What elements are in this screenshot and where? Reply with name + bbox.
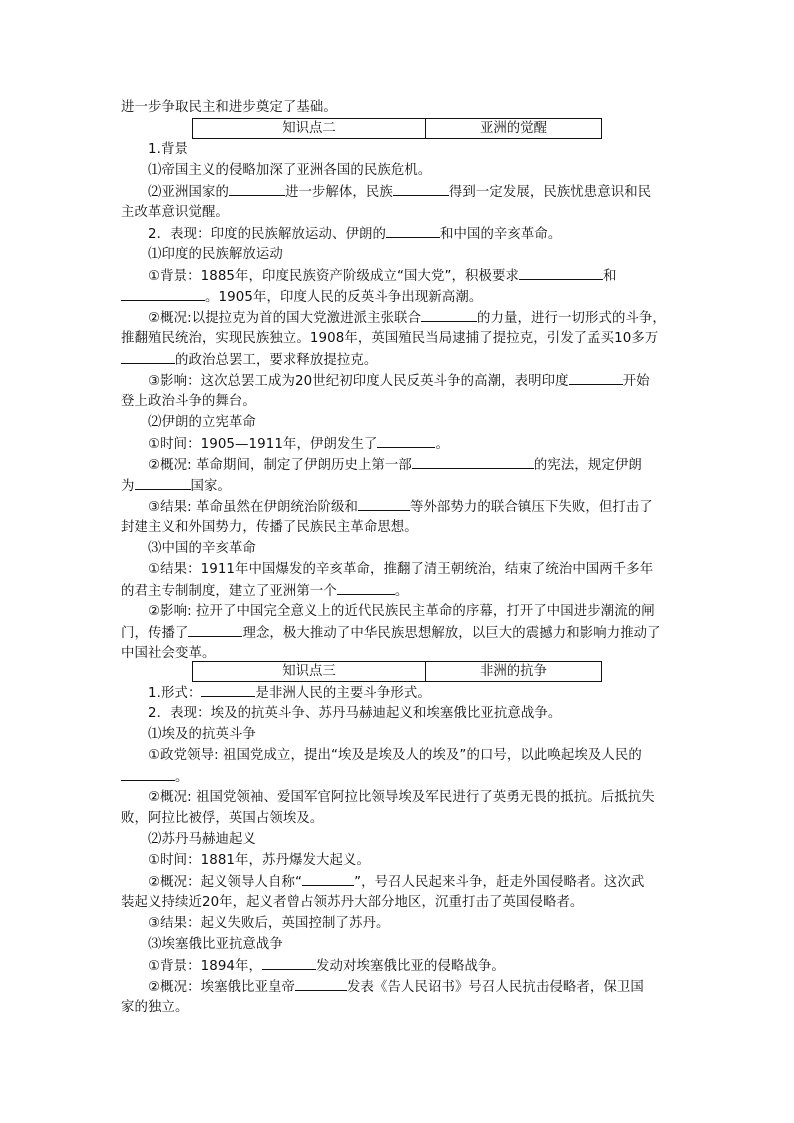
subheading-india: ⑴印度的民族解放运动: [148, 247, 283, 262]
fill-blank[interactable]: [201, 682, 255, 697]
text-line: ②概况：起义领导人自称“ ”，号召人民起来斗争，赶走外国侵略者。这次武: [148, 871, 644, 893]
text-line: ③结果：起义失败后，英国控制了苏丹。: [148, 916, 390, 931]
fill-blank[interactable]: [386, 223, 440, 238]
text-line: 主改革意识觉醒。: [121, 205, 229, 220]
fill-blank[interactable]: [229, 181, 285, 196]
text-line: ②概况:以提拉克为首的国大党激进派主张联合 的力量，进行一切形式的斗争，: [148, 307, 666, 329]
text-line: ①背景：1885年，印度民族资产阶级成立“国大党”，积极要求 和: [148, 265, 616, 287]
text-line: ②概况: 革命期间，制定了伊朗历史上第一部 的宪法，规定伊朗: [148, 454, 642, 476]
text-line: ①结果：1911年中国爆发的辛亥革命，推翻了清王朝统治，结束了统治中国两千多年: [148, 562, 654, 577]
text-line: ①时间：1905—1911年，伊朗发生了 。: [148, 433, 449, 455]
text-line: ③影响：这次总罢工成为20世纪初印度人民反英斗争的高潮，表明印度 开始: [148, 370, 650, 392]
fill-blank[interactable]: [569, 370, 623, 385]
text-line: ②影响: 拉开了中国完全意义上的近代民族民主革命的序幕，打开了中国进步潮流的闸: [148, 604, 655, 619]
heading-background: 1.背景: [148, 142, 188, 157]
intro-continuation: 进一步争取民主和进步奠定了基础。: [121, 100, 337, 115]
subheading-sudan: ⑵苏丹马赫迪起义: [148, 832, 256, 847]
text-line: 门，传播了 理念，极大推动了中华民族思想解放，以巨大的震撼力和影响力推动了: [121, 622, 661, 644]
heading-form: 1.形式： 是非洲人民的主要斗争形式。: [148, 682, 431, 704]
text-line: ③结果: 革命虽然在伊朗统治阶级和 等外部势力的联合镇压下失败，但打击了: [148, 496, 653, 518]
subheading-egypt: ⑴埃及的抗英斗争: [148, 727, 256, 742]
section-number: 知识点三: [193, 662, 426, 682]
fill-blank[interactable]: [188, 622, 242, 637]
fill-blank[interactable]: [135, 475, 191, 490]
text-line: ②概况: 祖国党领袖、爱国军官阿拉比领导埃及军民进行了英勇无畏的抵抗。后抵抗失: [148, 790, 655, 805]
section-header-africa: [192, 661, 602, 682]
heading-manifestation: 2．表现：印度的民族解放运动、伊朗的 和中国的辛亥革命。: [148, 223, 561, 245]
text-line: 。1905年，印度人民的反英斗争出现新高潮。: [121, 286, 482, 308]
text-line: ⑵亚洲国家的 进一步解体，民族 得到一定发展，民族忧患意识和民: [148, 181, 651, 203]
fill-blank[interactable]: [262, 955, 316, 970]
text-line: ②概况：埃塞俄比亚皇帝 发表《告人民诏书》号召人民抗击侵略者，保卫国: [148, 976, 644, 998]
fill-blank[interactable]: [393, 181, 449, 196]
fill-blank[interactable]: [121, 766, 175, 781]
text-line: 败，阿拉比被俘，英国占领埃及。: [121, 811, 324, 826]
text-line: 为 国家。: [121, 475, 231, 497]
subheading-ethiopia: ⑶埃塞俄比亚抗意战争: [148, 937, 283, 952]
text-line: 装起义持续近20年，起义者曾占领苏丹大部分地区，沉重打击了英国侵略者。: [121, 895, 584, 910]
subheading-iran: ⑵伊朗的立宪革命: [148, 415, 256, 430]
text-line: 的君主专制制度，建立了亚洲第一个 。: [121, 580, 408, 602]
fill-blank[interactable]: [295, 976, 347, 991]
subheading-china: ⑶中国的辛亥革命: [148, 541, 256, 556]
text-line: 登上政治斗争的舞台。: [121, 394, 256, 409]
text-line: 中国社会变革。: [121, 646, 216, 661]
fill-blank[interactable]: [519, 265, 603, 280]
section-title: 亚洲的觉醒: [426, 119, 602, 139]
fill-blank[interactable]: [421, 307, 477, 322]
text-line: 的政治总罢工，要求释放提拉克。: [121, 349, 377, 371]
section-header-asia: [192, 118, 602, 139]
text-line: 推翻殖民统治，实现民族独立。1908年，英国殖民当局逮捕了提拉克，引发了孟买10多万: [121, 331, 659, 346]
text-line: ①时间：1881年，苏丹爆发大起义。: [148, 853, 370, 868]
text-line: 家的独立。: [121, 1000, 189, 1015]
section-number: 知识点二: [193, 119, 426, 139]
fill-blank[interactable]: [377, 433, 435, 448]
fill-blank[interactable]: [337, 580, 395, 595]
fill-blank[interactable]: [121, 286, 205, 301]
fill-blank[interactable]: [358, 496, 410, 511]
fill-blank[interactable]: [412, 454, 534, 469]
text-line: ①政党领导: 祖国党成立，提出“埃及是埃及人的埃及”的口号，以此唤起埃及人民的: [148, 748, 642, 763]
text-line: ⑴帝国主义的侵略加深了亚洲各国的民族危机。: [148, 163, 432, 178]
section-title: 非洲的抗争: [426, 662, 602, 682]
text-line: 封建主义和外国势力，传播了民族民主革命思想。: [121, 520, 418, 535]
text-line: ①背景：1894年， 发动对埃塞俄比亚的侵略战争。: [148, 955, 505, 977]
fill-blank[interactable]: [121, 349, 175, 364]
fill-blank[interactable]: [302, 871, 354, 886]
heading-manifestation: 2．表现：埃及的抗英斗争、苏丹马赫迪起义和埃塞俄比亚抗意战争。: [148, 706, 562, 721]
text-line: 。: [121, 766, 189, 788]
